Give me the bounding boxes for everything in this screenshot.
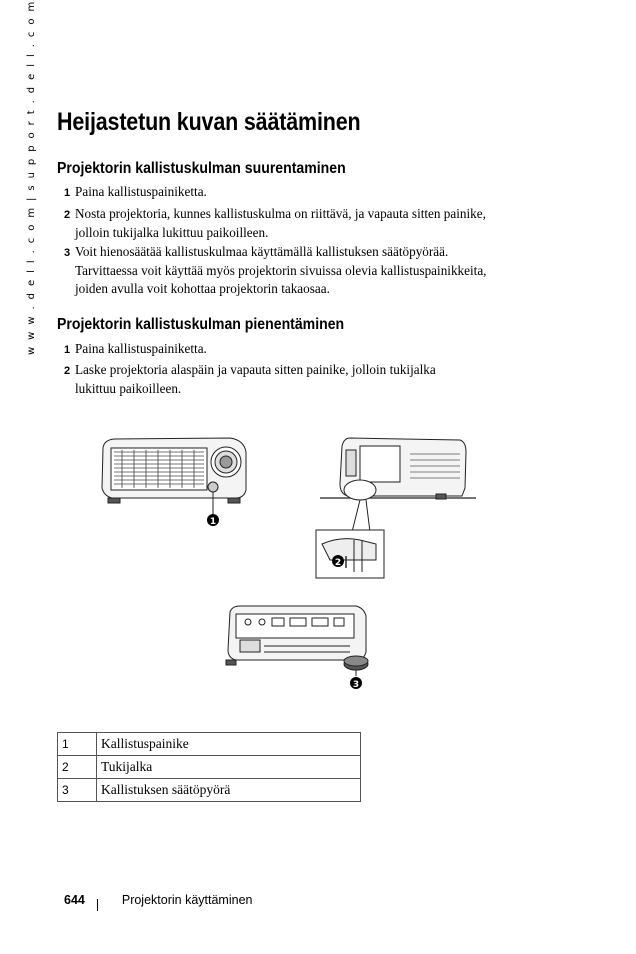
callout-3: 3 bbox=[352, 680, 360, 690]
footer-divider bbox=[97, 899, 98, 911]
step-text: lukittuu paikoilleen. bbox=[75, 381, 182, 396]
callout-1: 1 bbox=[209, 517, 217, 527]
step-number: 3 bbox=[64, 247, 71, 259]
legend-label: Kallistuksen säätöpyörä bbox=[97, 779, 361, 802]
step-text: jolloin tukijalka lukittuu paikoilleen. bbox=[75, 225, 269, 240]
tilt-wheel-icon bbox=[344, 656, 368, 676]
step-text: joiden avulla voit kohottaa projektorin takaosaa. bbox=[75, 281, 330, 296]
page-number: 644 bbox=[64, 893, 85, 907]
step-number: 1 bbox=[64, 187, 71, 199]
footer-title: Projektorin käyttäminen bbox=[121, 893, 253, 907]
step-number: 1 bbox=[64, 344, 71, 356]
legend-number: 2 bbox=[58, 756, 97, 779]
step-text: Paina kallistuspainiketta. bbox=[75, 341, 207, 356]
step-number: 2 bbox=[64, 209, 71, 221]
step-text: Paina kallistuspainiketta. bbox=[75, 184, 207, 199]
page-footer bbox=[64, 893, 252, 907]
callout-2: 2 bbox=[334, 558, 342, 568]
legend-label: Tukijalka bbox=[97, 756, 361, 779]
step-number: 2 bbox=[64, 365, 71, 377]
table-row bbox=[58, 733, 361, 756]
projector-rear-icon bbox=[226, 606, 366, 665]
legend-table bbox=[57, 732, 361, 802]
section1-heading: Projektorin kallistuskulman suurentaminen bbox=[57, 160, 346, 177]
step-text: Nosta projektoria, kunnes kallistuskulma on riittävä, ja vapauta sitten painike, bbox=[75, 206, 486, 221]
legend-number: 1 bbox=[58, 733, 97, 756]
page-title: Heijastetun kuvan säätäminen bbox=[57, 108, 361, 136]
step-text: Laske projektoria alaspäin ja vapauta sitten painike, jolloin tukijalka bbox=[75, 362, 436, 377]
sidebar-url-text: w w w . d e l l . c o m | s u p p o r t . d e l l . c o m bbox=[26, 0, 37, 355]
table-row bbox=[58, 756, 361, 779]
projector-front-icon bbox=[102, 438, 246, 514]
section2-heading: Projektorin kallistuskulman pienentäminen bbox=[57, 316, 345, 333]
table-row bbox=[58, 779, 361, 802]
step-text: Voit hienosäätää kallistuskulmaa käyttämällä kallistuksen säätöpyörää. bbox=[75, 244, 449, 259]
legend-label: Kallistuspainike bbox=[97, 733, 361, 756]
step-text: Tarvittaessa voit käyttää myös projektorin sivuissa olevia kallistuspainikkeita, bbox=[75, 263, 487, 278]
legend-number: 3 bbox=[58, 779, 97, 802]
